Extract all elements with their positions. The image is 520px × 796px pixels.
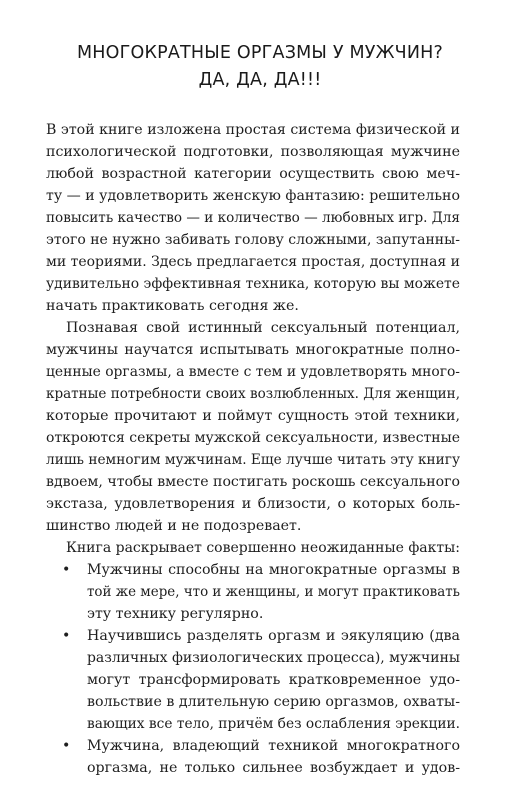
bullet-marker: • [62,738,71,754]
bullet-marker: • [62,562,71,578]
bullet-line: Научившись разделять оргазм и эякуляцию (два [87,628,460,644]
p1-line: этого не нужно забивать голову сложными, запутанны- [46,232,460,248]
p1-line: ми теориями. Здесь предлагается простая, доступная и [46,254,460,270]
p1-line: начать практиковать сегодня же. [46,298,299,314]
p1-line: любой возрастной категории осуществить свою меч- [46,166,460,182]
p2-line: Познавая свой истинный сексуальный потенциал, [66,320,460,336]
p2-line: лишь немногим мужчинам. Еще лучше читать эту книгу [46,452,460,468]
bullet-line: могут трансформировать кратковременное удо- [87,672,460,688]
p3-line: Книга раскрывает совершенно неожиданные факты: [66,540,460,556]
bullet-line: различных физиологических процесса), мужчины [87,650,460,666]
p2-line: которые прочитают и поймут сущность этой техники, [46,408,460,424]
heading-line-2: ДА, ДА, ДА!!! [198,70,322,90]
bullet-line: вольствие в длительную серию оргазмов, охваты- [87,694,460,710]
heading-line-1: МНОГОКРАТНЫЕ ОРГАЗМЫ У МУЖЧИН? [76,43,443,63]
p2-line: шинство людей и не подозревает. [46,518,302,534]
p2-line: ценные оргазмы, а вместе с тем и удовлетворять много- [46,364,460,380]
p1-line: ту — и удовлетворить женскую фантазию: решительно [46,188,460,204]
bullet-marker: • [62,628,71,644]
bullet-line: Мужчина, владеющий техникой многократного [87,738,460,754]
bullet-line: той же мере, что и женщины, и могут практиковать [87,584,460,600]
bullet-line: Мужчины способны на многократные оргазмы в [87,562,460,578]
p2-line: экстаза, удовлетворения и близости, о которых боль- [46,496,460,512]
bullet-line: оргазма, не только сильнее возбуждает и удов- [87,760,460,776]
p2-line: откроются секреты мужской сексуальности, известные [46,430,460,446]
p2-line: вдвоем, чтобы вместе постигать роскошь сексуального [46,474,460,490]
p2-line: кратные потребности своих возлюбленных. Для женщин, [46,386,460,402]
p1-line: психологической подготовки, позволяющая мужчине [46,144,460,160]
p1-line: В этой книге изложена простая система физической и [46,122,460,138]
bullet-line: эту технику регулярно. [87,606,264,622]
p1-line: повысить качество — и количество — любовных игр. Для [46,210,460,226]
bullet-line: вающих все тело, причём без ослабления эрекции. [87,716,460,732]
p2-line: мужчины научатся испытывать многократные полно- [46,342,460,358]
p1-line: удивительно эффективная техника, которую вы можете [46,276,460,292]
